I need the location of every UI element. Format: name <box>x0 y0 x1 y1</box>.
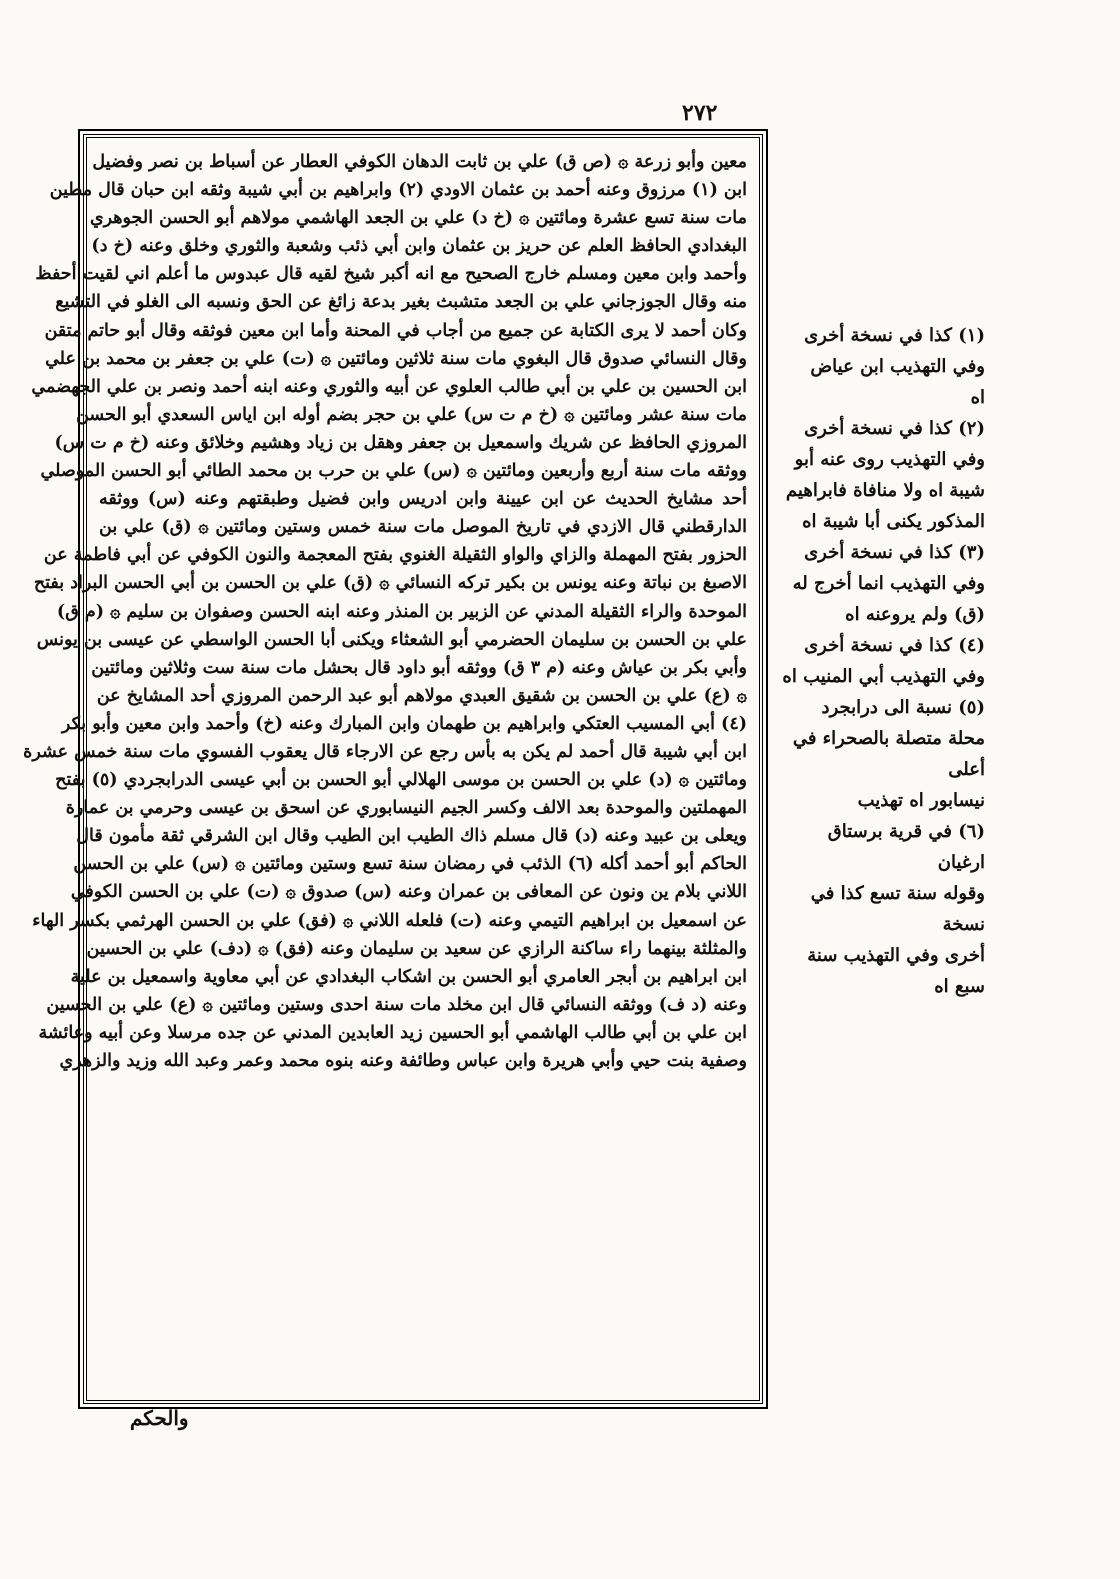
catchword: والحكم <box>130 1406 189 1430</box>
text-line: اللاني بلام ين ونون عن المعافى بن عمران وعنه (س) صدوق ۞ (ت) علي بن الحسن الكوفي <box>70 882 747 903</box>
text-line: ويعلى بن عبيد وعنه (د) قال مسلم ذاك الطيب ابن الطيب وقال ابن الشرقي ثقة مأمون قال <box>76 826 747 847</box>
text-line: معين وأبو زرعة ۞ (ص ق) علي بن ثابت الدهان الكوفي العطار عن أسباط بن نصر وفضيل <box>92 152 747 172</box>
text-line: ومائتين ۞ (د) علي بن الحسن بن موسى الهلالي أبو الحسن بن أبي عيسى الدرابجردي (٥) بفتح <box>55 770 747 791</box>
text-line: منه وقال الجوزجاني علي بن الجعد متشبث بغير بدعة زائغ عن الحق ونسبه الى الغلو في التشيع <box>55 292 747 313</box>
note-line: (٤) كذا في نسخة أخرى <box>804 635 985 656</box>
note-line: اه <box>970 387 985 408</box>
main-text-body <box>23 148 747 1390</box>
text-line: الموحدة والراء الثقيلة المدني عن الزبير بن المنذر وعنه ابنه الحسن وصفوان بن سليم ۞ (م ق) <box>56 601 747 622</box>
text-line: وأبي بكر بن عياش وعنه (م ٣ ق) ووثقه أبو داود قال بحشل مات سنة ست وثلاثين ومائتين <box>91 657 747 678</box>
text-line: والمثلثة بينهما راء ساكنة الرازي عن سعيد بن سليمان وعنه (فق) ۞ (دف) علي بن الحسين <box>86 938 747 959</box>
note-line: (١) كذا في نسخة أخرى <box>804 325 985 346</box>
note-line: المذكور يكنى أبا شيبة اه <box>802 511 985 532</box>
text-line: ابن (١) مرزوق وعنه أحمد بن عثمان الاودي (٢) وابراهيم بن أبي شيبة وثقه ابن حبان قال مطين <box>49 180 747 201</box>
note-line: وقوله سنة تسع كذا في نسخة <box>810 883 985 935</box>
text-line: الحاكم أبو أحمد أكله (٦) الذئب في رمضان سنة تسع وستين ومائتين ۞ (س) علي بن الحسن <box>73 854 747 875</box>
text-line: وعنه (د ف) ووثقه النسائي قال ابن مخلد مات سنة احدى وستين ومائتين ۞ (ع) علي بن الحسين <box>46 994 747 1015</box>
text-line: مات سنة تسع عشرة ومائتين ۞ (خ د) علي بن الجعد الهاشمي مولاهم أبو الحسن الجوهري <box>89 208 747 229</box>
text-frame <box>23 134 763 1404</box>
text-line: ووثقه مات سنة أربع وأربعين ومائتين ۞ (س) علي بن حرب بن محمد الطائي أبو الحسن الموصلي <box>40 461 747 482</box>
note-line: وفي التهذيب ابن عياض <box>810 356 985 377</box>
note-line: (ق) ولم يروعنه اه <box>845 604 985 625</box>
note-line: وفي التهذيب أبي المنيب اه <box>782 666 985 687</box>
text-line: الدارقطني قال الازدي في تاريخ الموصل مات سنة خمس وستين ومائتين ۞ (ق) علي بن <box>99 517 747 538</box>
text-line: المروزي الحافظ عن شريك واسمعيل بن جعفر وهقل بن زياد وهشيم وخلائق وعنه (خ م ت س) <box>54 432 747 453</box>
text-line: (٤) أبي المسيب العتكي وابراهيم بن طهمان وابن المبارك وعنه (خ) وأحمد وابن معين وأبو بكر <box>61 713 747 734</box>
note-line: سبع اه <box>934 976 985 997</box>
note-line: أخرى وفي التهذيب سنة <box>807 945 985 966</box>
text-line: أحد مشايخ الحديث عن ابن عيينة وابن ادريس وابن فضيل وطبقتهم وعنه (س) ووثقه <box>99 489 747 510</box>
text-line: ابن ابراهيم بن أبجر العامري أبو الحسن بن اشكاب البغدادي عن أبي معاوية واسمعيل بن علية <box>70 966 747 987</box>
text-line: وقال النسائي صدوق قال البغوي مات سنة ثلاثين ومائتين ۞ (ت) علي بن جعفر بن محمد بن علي <box>45 348 747 369</box>
text-line: علي بن الحسن بن سليمان الحضرمي أبو الشعثاء ويكنى أبا الحسن الواسطي عن عيسى بن يونس <box>36 629 747 650</box>
text-line: ۞ (ع) علي بن الحسن بن شقيق العبدي مولاهم أبو عبد الرحمن المروزي أحد المشايخ عن <box>96 685 747 706</box>
note-line: نيسابور اه تهذيب <box>857 790 985 811</box>
text-line: ابن أبي شيبة قال أحمد لم يكن به بأس رجع عن الارجاء قال يعقوب الفسوي مات سنة خمس عشرة <box>23 741 747 762</box>
text-line: وصفية بنت حيي وأبي هريرة وابن عباس وطائفة وعنه بنوه محمد وعمر وعبد الله وزيد والزهري <box>59 1051 747 1071</box>
note-line: (٦) في قرية برستاق ارغيان <box>827 821 985 873</box>
text-line: وكان أحمد لا يرى الكتابة عن جميع من أجاب في المحنة وأما ابن معين فوثقه وقال أبو حاتم متقن <box>44 320 747 341</box>
note-line: شيبة اه ولا منافاة فابراهيم <box>785 480 985 501</box>
note-line: وفي التهذيب روى عنه أبو <box>794 449 985 470</box>
text-line: عن اسمعيل بن ابراهيم التيمي وعنه (ت) فلعله اللاني ۞ (فق) علي بن الحسن الهرثمي بكسر الهاء <box>32 910 747 931</box>
text-line: ابن الحسين بن علي بن أبي طالب العلوي عن أبيه والثوري وعنه ابنه أحمد ونصر بن علي الجهضمي <box>31 376 747 397</box>
text-line: وأحمد وابن معين ومسلم خارج الصحيح مع انه أكبر شيخ لقيه قال عبدوس ما أعلم اني لقيت أحفظ <box>35 264 747 285</box>
text-line: الاصبغ بن نباتة وعنه يونس بن بكير تركه النسائي ۞ (ق) علي بن الحسن بن أبي الحسن البراد بفتح <box>33 573 747 594</box>
note-line: (٥) نسبة الى درابجرد <box>821 697 985 718</box>
note-line: محلة متصلة بالصحراء في أعلى <box>792 728 985 780</box>
text-line: ابن علي بن أبي طالب الهاشمي أبو الحسين زيد العابدين المدني عن جده مرسلا وعن أبيه وعائشة <box>38 1022 747 1043</box>
text-line: المهملتين والموحدة بعد الالف وكسر الجيم النيسابوري عن اسحق بن عيسى وحرمي بن عمارة <box>65 798 747 819</box>
text-line: البغدادي الحافظ العلم عن حريز بن عثمان وابن أبي ذئب وشعبة والثوري وخلق وعنه (خ د) <box>91 236 747 257</box>
margin-notes <box>775 320 985 1002</box>
note-line: (٢) كذا في نسخة أخرى <box>804 418 985 439</box>
note-line: (٣) كذا في نسخة أخرى <box>804 542 985 563</box>
text-line: الحزور بفتح المهملة والزاي والواو الثقيلة الغنوي بفتح المعجمة والنون الكوفي عن أبي فاطمة عن <box>43 545 747 566</box>
text-line: مات سنة عشر ومائتين ۞ (خ م ت س) علي بن حجر بضم أوله ابن اياس السعدي أبو الحسن <box>76 404 747 425</box>
note-line: وفي التهذيب انما أخرج له <box>792 573 985 594</box>
page-number: ٢٧٢ <box>682 100 718 126</box>
